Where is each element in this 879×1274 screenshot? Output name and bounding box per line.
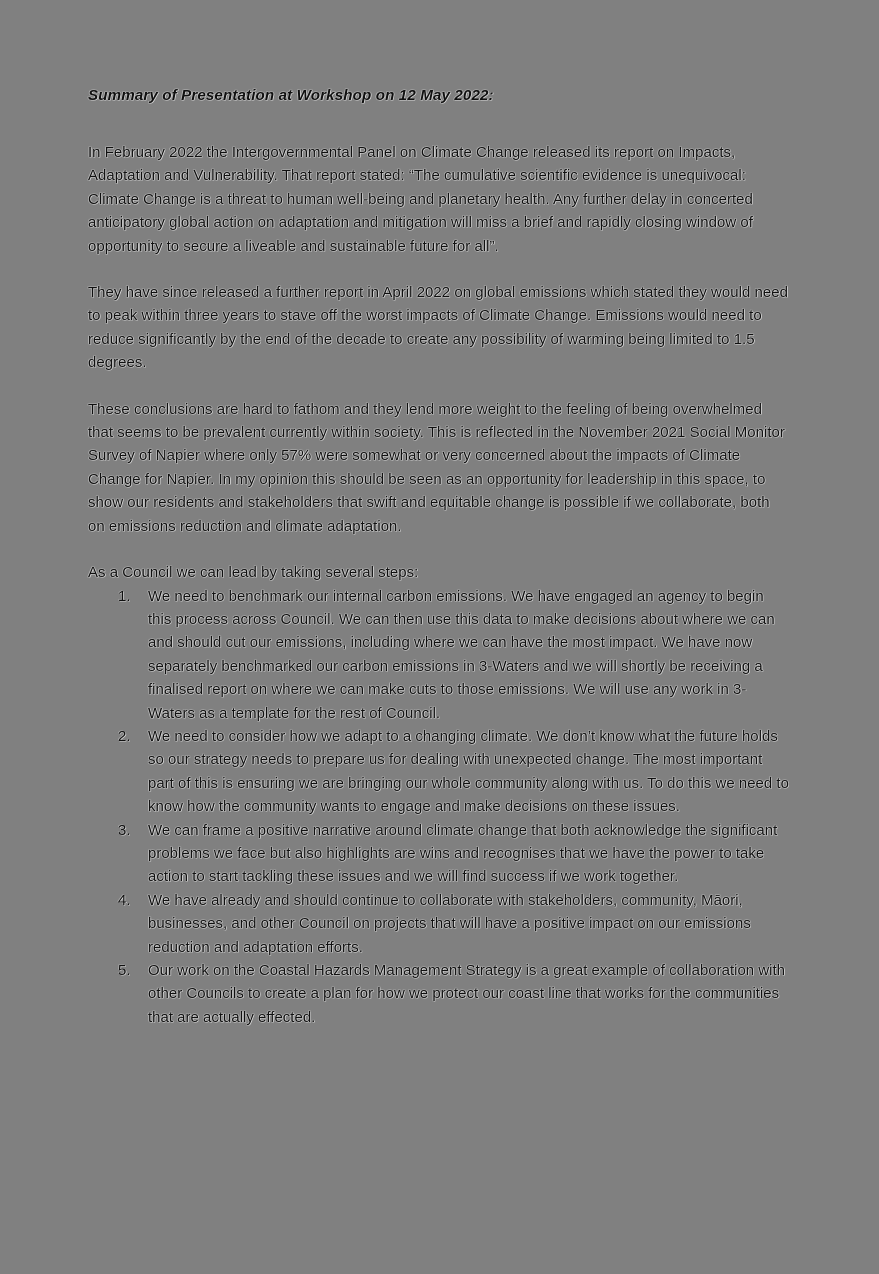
spacer-3: [88, 538, 790, 561]
list-item: We need to consider how we adapt to a changing climate. We don’t know what the future holds so our strategy needs to prepare us for dealing with unexpected change. The most important part of this is ensuring we are bringing our whole community along with us. To do this we need to know how the community wants to engage and make decisions on these issues.: [148, 727, 789, 816]
list-item: Our work on the Coastal Hazards Management Strategy is a great example of collaboration with other Councils to create a plan for how we protect our coast line that works for the communities that are actually effected.: [148, 962, 785, 1026]
list-item: We need to benchmark our internal carbon emissions. We have engaged an agency to begin this process across Council. We can then use this data to make decisions about where we can and should cut our emissions, including where we can have the most impact. We have now separately benchmarked our carbon emissions in 3-Waters and we will shortly be receiving a finalised report on where we can make cuts to those emissions. We will use any work in 3-Waters as a template for the rest of Council.: [148, 587, 775, 722]
document-title: Summary of Presentation at Workshop on 12 May 2022:: [88, 87, 494, 104]
steps-list: [88, 585, 790, 1030]
spacer-2: [88, 375, 790, 398]
spacer-1: [88, 258, 790, 281]
paragraph-1: In February 2022 the Intergovernmental Panel on Climate Change released its report on Impacts, Adaptation and Vulnerability. That report stated: “The cumulative scientific evidence is unequivocal: Climate Change is a threat to human well-being and planetary health. Any further delay in concerted anticipatory global action on adaptation and mitigation will miss a brief and rapidly closing window of opportunity to secure a liveable and sustainable future for all”.: [88, 144, 753, 255]
list-item: We can frame a positive narrative around climate change that both acknowledge the significant problems we face but also highlights are wins and recognises that we have the power to take action to start tackling these issues and we will find success if we work together.: [148, 821, 778, 886]
spacer-after-title: [88, 106, 790, 141]
paragraph-2: They have since released a further report in April 2022 on global emissions which stated they would need to peak within three years to stave off the worst impacts of Climate Change. Emissions would need to reduce significantly by the end of the decade to create any possibility of warming being limited to 1.5 degrees.: [88, 284, 788, 372]
list-intro: As a Council we can lead by taking several steps:: [88, 564, 419, 582]
list-item: We have already and should continue to collaborate with stakeholders, community, Māori, businesses, and other Council on projects that will have a positive impact on our emissions reduction and adaptation efforts.: [148, 891, 751, 956]
paragraph-3: These conclusions are hard to fathom and they lend more weight to the feeling of being overwhelmed that seems to be prevalent currently within society. This is reflected in the November 2021 Social Monitor Survey of Napier where only 57% were somewhat or very concerned about the impacts of Climate Change for Napier. In my opinion this should be seen as an opportunity for leadership in this space, to show our residents and stakeholders that swift and equitable change is possible if we collaborate, both on emissions reduction and climate adaptation.: [88, 400, 785, 535]
document-body: [88, 86, 790, 1029]
